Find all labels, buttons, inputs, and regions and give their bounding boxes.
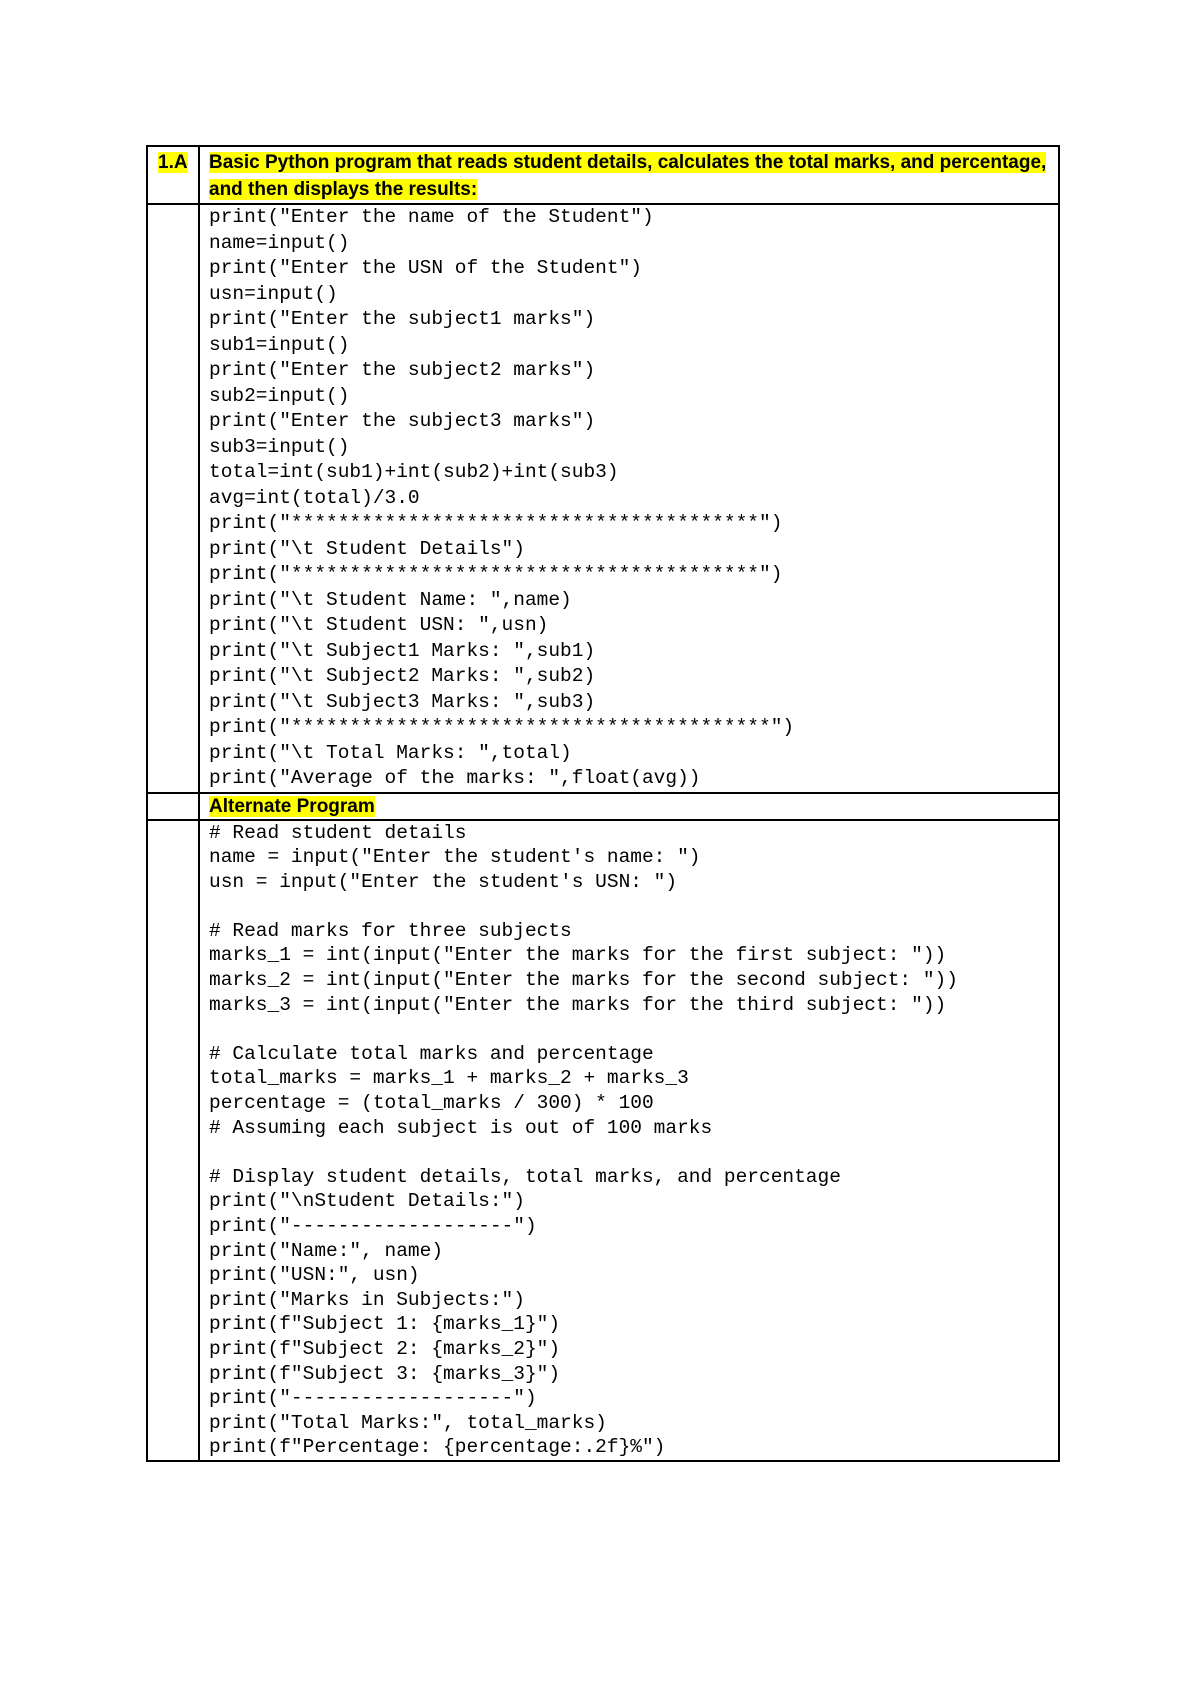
code-line: name=input() (209, 231, 350, 254)
code-line (209, 894, 1050, 919)
code-line: print("-------------------") (209, 1215, 537, 1237)
program-code-block (199, 204, 1059, 793)
heading-row (147, 146, 1059, 204)
code-line: total=int(sub1)+int(sub2)+int(sub3) (209, 461, 619, 483)
code-line: print("\t Subject2 Marks: ",sub2) (209, 665, 596, 687)
section-number-cell (147, 146, 199, 204)
code-line: print("Name:", name) (209, 1239, 444, 1262)
code-line (209, 1017, 1050, 1042)
code-line: print("Average of the marks: ",float(avg)) (209, 767, 701, 789)
code-line: print("\t Total Marks: ",total) (209, 741, 572, 764)
alternate-program-row (147, 820, 1059, 1461)
code-line: print("-------------------") (209, 1387, 537, 1410)
empty-number-cell (147, 820, 199, 1461)
code-line: print("****************************************") (209, 512, 783, 534)
code-line: print("Marks in Subjects:") (209, 1288, 525, 1311)
code-line: usn = input("Enter the student's USN: ") (209, 870, 678, 893)
code-line: print("Enter the USN of the Student") (209, 257, 642, 279)
alternate-program-heading: Alternate Program (209, 795, 375, 817)
section-heading: Basic Python program that reads student details, calculates the total marks, and percentage, and then displays the results: (209, 152, 1047, 200)
program-table (146, 145, 1060, 1462)
code-line: print("USN:", usn) (209, 1264, 420, 1287)
code-line: print("\t Subject3 Marks: ",sub3) (209, 690, 596, 713)
code-line: # Read student details (209, 821, 467, 844)
code-line: name = input("Enter the student's name: ") (209, 846, 701, 869)
code-line: total_marks = marks_1 + marks_2 + marks_3 (209, 1067, 689, 1090)
alternate-code-block (199, 820, 1059, 1461)
code-line: print("\t Student USN: ",usn) (209, 614, 549, 636)
code-line: # Calculate total marks and percentage (209, 1042, 654, 1065)
code-line: print("Enter the subject2 marks") (209, 359, 596, 381)
code-line: avg=int(total)/3.0 (209, 486, 420, 509)
code-line: sub3=input() (209, 435, 350, 458)
section-heading-cell (199, 146, 1059, 204)
code-line: print("Total Marks:", total_marks) (209, 1411, 607, 1434)
code-line: print(f"Subject 1: {marks_1}") (209, 1313, 561, 1336)
code-line: print("\t Subject1 Marks: ",sub1) (209, 639, 596, 662)
code-line: print("Enter the subject3 marks") (209, 410, 596, 432)
code-line: print("****************************************") (209, 563, 783, 585)
code-line (209, 1140, 1050, 1165)
code-line: # Assuming each subject is out of 100 marks (209, 1116, 713, 1139)
code-line: marks_2 = int(input("Enter the marks for the second subject: ")) (209, 969, 958, 992)
code-line: usn=input() (209, 282, 338, 305)
code-line: print("\t Student Details") (209, 537, 525, 560)
code-line: marks_3 = int(input("Enter the marks for the third subject: ")) (209, 993, 947, 1016)
code-line: print(f"Percentage: {percentage:.2f}%") (209, 1436, 666, 1459)
empty-number-cell (147, 204, 199, 793)
code-line: # Display student details, total marks, and percentage (209, 1165, 841, 1188)
code-line: # Read marks for three subjects (209, 919, 572, 942)
code-line: sub1=input() (209, 333, 350, 356)
code-line: print("Enter the name of the Student") (209, 206, 654, 228)
program-row (147, 204, 1059, 793)
code-line: marks_1 = int(input("Enter the marks for the first subject: ")) (209, 944, 947, 967)
code-line: print("Enter the subject1 marks") (209, 308, 596, 330)
section-number: 1.A (158, 152, 188, 173)
alternate-heading-cell (199, 793, 1059, 820)
code-line: print("\t Student Name: ",name) (209, 588, 572, 611)
code-line: print("\nStudent Details:") (209, 1190, 525, 1213)
code-line: sub2=input() (209, 384, 350, 407)
empty-number-cell (147, 793, 199, 820)
code-line: percentage = (total_marks / 300) * 100 (209, 1092, 654, 1115)
alternate-heading-row (147, 793, 1059, 820)
code-line: print(f"Subject 3: {marks_3}") (209, 1362, 561, 1385)
code-line: print(f"Subject 2: {marks_2}") (209, 1337, 561, 1360)
code-line: print("*****************************************") (209, 716, 795, 738)
